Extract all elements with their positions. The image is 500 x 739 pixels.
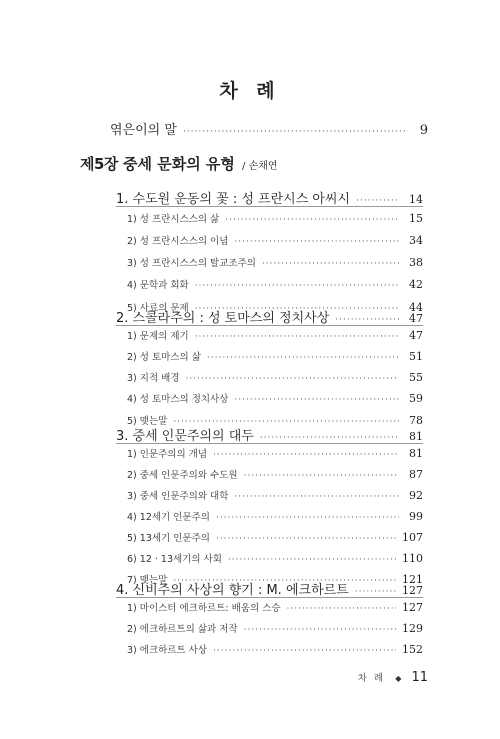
toc-item-label: 3) 성 프란시스스의 탈교조주의 <box>127 258 256 269</box>
toc-page-number: 44 <box>409 301 423 314</box>
toc-page-number: 127 <box>402 601 423 614</box>
toc-item-label: 4) 문학과 회화 <box>127 280 189 291</box>
page-footer <box>0 666 428 685</box>
toc-item-label: 3) 에크하르트 사상 <box>127 645 208 656</box>
toc-page-number: 15 <box>409 212 423 225</box>
dot-leader <box>186 374 400 384</box>
toc-item-label: 3) 중세 인문주의와 대학 <box>127 491 229 502</box>
dot-leader <box>195 332 399 342</box>
dot-leader <box>183 127 408 137</box>
dot-leader <box>225 215 399 225</box>
toc-section-label: 1. 수도원 운동의 꽃 : 성 프란시스 아씨시 <box>116 192 351 207</box>
toc-item[interactable] <box>127 211 423 225</box>
toc-page-number: 14 <box>409 193 423 206</box>
toc-item-label: 4) 12세기 인문주의 <box>127 512 210 523</box>
toc-page-number: 78 <box>409 414 423 427</box>
dot-leader <box>195 281 399 291</box>
section-underline <box>116 597 423 598</box>
dot-leader <box>287 604 396 614</box>
dot-leader <box>234 492 399 502</box>
toc-item[interactable] <box>127 446 423 460</box>
toc-item-label: 5) 맺는말 <box>127 416 168 427</box>
running-header: 차 례 <box>357 673 386 684</box>
dot-leader <box>213 450 399 460</box>
toc-item-label: 2) 성 프란시스스의 이념 <box>127 236 229 247</box>
toc-preface[interactable] <box>110 119 428 138</box>
toc-item-label: 4) 성 토마스의 정치사상 <box>127 394 229 405</box>
toc-item-label: 1) 인문주의의 개념 <box>127 449 208 460</box>
toc-page-number: 107 <box>402 531 423 544</box>
dot-leader <box>355 587 396 597</box>
toc-section-label: 3. 중세 인문주의의 대두 <box>116 429 254 444</box>
toc-item-label: 1) 마이스터 에크하르트: 배움의 스승 <box>127 603 281 614</box>
toc-item-label: 2) 중세 인문주의와 수도원 <box>127 470 238 481</box>
toc-item[interactable] <box>127 277 423 291</box>
toc-item-label: 2) 성 토마스의 삶 <box>127 352 201 363</box>
folio-number: 11 <box>411 670 428 685</box>
toc-section-label: 2. 스콜라주의 : 성 토마스의 정치사상 <box>116 311 330 326</box>
toc-page-number: 110 <box>402 552 423 565</box>
dot-leader <box>260 433 399 443</box>
toc-item[interactable] <box>127 600 423 614</box>
dot-leader <box>228 555 396 565</box>
toc-page-number: 34 <box>409 234 423 247</box>
toc-page-number: 127 <box>402 584 423 597</box>
toc-page-number: 51 <box>409 350 423 363</box>
toc-item-label: 2) 에크하르트의 삶과 저작 <box>127 624 238 635</box>
toc-item-label: 7) 맺는말 <box>127 575 168 586</box>
dot-leader <box>216 513 399 523</box>
toc-page-number: 81 <box>409 447 423 460</box>
toc-item[interactable] <box>127 255 423 269</box>
toc-page-number: 9 <box>419 123 428 138</box>
toc-page-number: 38 <box>409 256 423 269</box>
toc-page-number: 92 <box>409 489 423 502</box>
dot-leader <box>234 395 399 405</box>
toc-item-label: 5) 사료의 문제 <box>127 303 189 314</box>
toc-item[interactable] <box>127 551 423 565</box>
toc-section-4[interactable] <box>116 579 423 598</box>
toc-entry-label: 엮은이의 말 <box>110 123 177 138</box>
toc-section-3[interactable] <box>116 425 423 444</box>
toc-page-number: 152 <box>402 643 423 656</box>
toc-item-label: 5) 13세기 인문주의 <box>127 533 210 544</box>
toc-section-2[interactable] <box>116 307 423 326</box>
toc-item[interactable] <box>127 488 423 502</box>
toc-page-number: 55 <box>409 371 423 384</box>
toc-page-number: 121 <box>402 573 423 586</box>
toc-page-number: 47 <box>409 312 423 325</box>
dot-leader <box>244 625 396 635</box>
chapter-heading <box>80 153 278 174</box>
toc-page-number: 59 <box>409 392 423 405</box>
toc-page-number: 47 <box>409 329 423 342</box>
toc-item[interactable] <box>127 530 423 544</box>
toc-page-number: 99 <box>409 510 423 523</box>
toc-item[interactable] <box>127 349 423 363</box>
dot-leader <box>234 237 399 247</box>
toc-item[interactable] <box>127 391 423 405</box>
toc-page-number: 81 <box>409 430 423 443</box>
dot-leader <box>207 353 399 363</box>
dot-leader <box>213 646 396 656</box>
toc-item[interactable] <box>127 370 423 384</box>
dot-leader <box>335 315 399 325</box>
toc-item-label: 6) 12 · 13세기의 사회 <box>127 554 222 565</box>
chapter-author: / 손채연 <box>242 161 278 172</box>
toc-item-label: 3) 지적 배경 <box>127 373 180 384</box>
dot-leader <box>262 259 399 269</box>
toc-item[interactable] <box>127 467 423 481</box>
section-underline <box>116 325 423 326</box>
toc-page-number: 129 <box>402 622 423 635</box>
toc-section-label: 4. 신비주의 사상의 향기 : M. 에크하르트 <box>116 583 349 598</box>
chapter-title: 중세 문화의 유형 <box>123 155 235 173</box>
toc-item[interactable] <box>127 233 423 247</box>
toc-item-label: 1) 문제의 제기 <box>127 331 189 342</box>
dot-leader <box>216 534 396 544</box>
section-underline <box>116 443 423 444</box>
toc-item-label: 1) 성 프란시스스의 삶 <box>127 214 220 225</box>
dot-leader <box>244 471 399 481</box>
toc-section-1[interactable] <box>116 188 423 207</box>
toc-item[interactable] <box>127 509 423 523</box>
toc-page-number: 42 <box>409 278 423 291</box>
section-underline <box>116 206 423 207</box>
page-title: 차 례 <box>219 80 281 102</box>
dot-leader <box>356 196 399 206</box>
toc-item[interactable] <box>127 642 423 656</box>
toc-page-number: 87 <box>409 468 423 481</box>
toc-item[interactable] <box>127 328 423 342</box>
toc-item[interactable] <box>127 621 423 635</box>
chapter-number: 제5장 <box>80 155 118 173</box>
diamond-icon: ◆ <box>395 674 402 683</box>
